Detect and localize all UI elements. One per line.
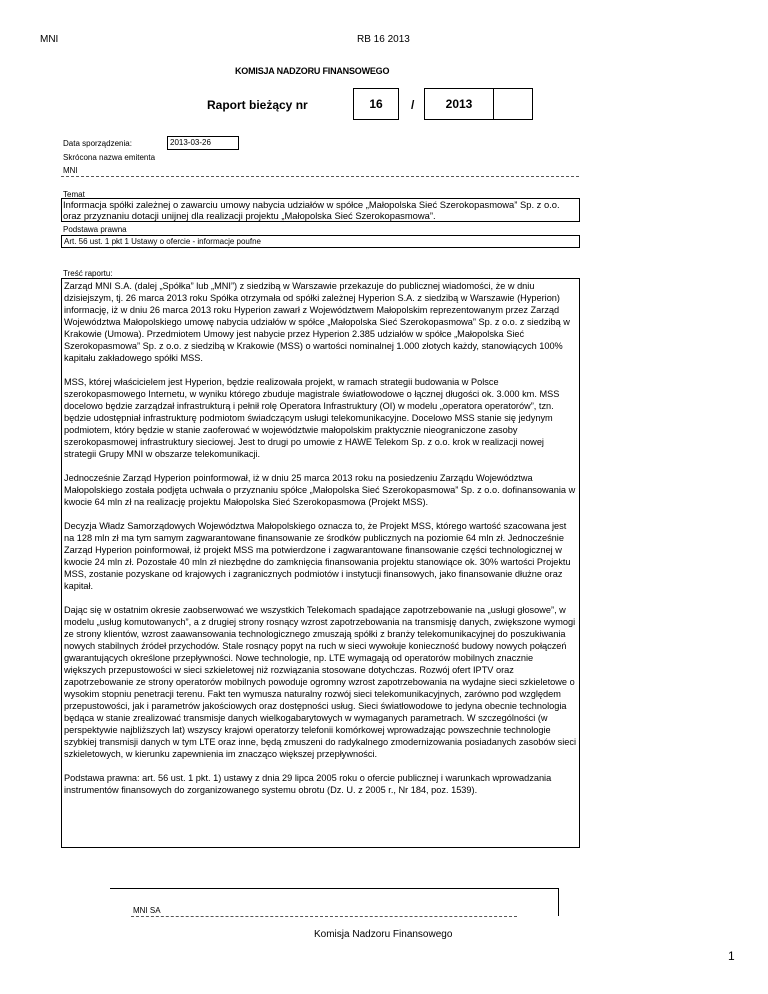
legal-basis-text: Art. 56 ust. 1 pkt 1 Ustawy o ofercie - informacje poufne <box>61 235 580 248</box>
content-label: Treść raportu: <box>63 269 113 278</box>
date-label: Data sporządzenia: <box>63 139 132 148</box>
topic-label: Temat <box>63 190 85 199</box>
topic-text: Informacja spółki zależnej o zawarciu umowy nabycia udziałów w spółce „Małopolska Sieć Szerokopasmowa” Sp. z o.o. oraz przyznaniu dotacji unijnej dla realizacji projektu „Małopolska Sieć Szerokopasmowa”. <box>61 198 580 222</box>
content-paragraph: MSS, której właścicielem jest Hyperion, będzie realizowała projekt, w ramach strategii budowania w Polsce szerokopasmowego Internetu, w wyniku którego zbuduje magistrale światłowodowe o łącznej długości ok. 3.000 km. MSS docelowo będzie zarządzał infrastrukturą i pełnił rolę Operatora Infrastruktury (OI) w modelu „operatora operatorów”, tzn. będzie udostępniał infrastrukturę podmiotom świadczącym usługi telekomunikacyjne. Docelowo MSS stanie się jedynym podmiotem, który będzie w stanie zaoferować w województwie małopolskim praktycznie nieograniczone zasoby szerokopasmowej infrastruktury sieciowej. Jest to drugi po umowie z HAWE Telekom Sp. z o.o. krok w realizacji nowej strategii Grupy MNI w obszarze telekomunikacji. <box>64 377 560 459</box>
header-left: MNI <box>40 34 59 45</box>
content-paragraph: Jednocześnie Zarząd Hyperion poinformował, iż w dniu 25 marca 2013 roku na posiedzeniu Zarządu Województwa Małopolskiego została podjęta uchwała o przyznaniu spółce „Małopolska Sieć Szerokopasmowa” Sp. z o.o. dofinansowania w kwocie 64 mln zł na realizację projektu Małopolska Sieć Szerokopasmowa (Projekt MSS). <box>64 473 576 507</box>
signature-line <box>110 888 558 889</box>
header-center: RB 16 2013 <box>357 34 410 45</box>
content-paragraph: Dając się w ostatnim okresie zaobserwować we wszystkich Telekomach spadające zapotrzebowanie na „usługi głosowe”, w modelu „usług komutowanych”, a z drugiej strony rosnący wzrost zapotrzebowania na transmisję danych, zwiększone wymogi ze strony klientów, wzrost zaawansowania technologicznego zmuszają spółki z branży telekomunikacyjnej do poszukiwania nowych stabilnych źródeł przychodów. Stale rosnący popyt na ruch w sieci wywołuje konieczność budowy nowych połączeń gwarantujących określone przepływności. Nowe technologie, np. LTE wymagają od operatorów mobilnych znacznie większych przepustowości w sieci szkieletowej niż rozwiązania stosowane dotychczas. Rozwój ofert IPTV oraz zapotrzebowanie ze strony operatorów mobilnych powoduje ogromny wzrost zapotrzebowania na wydajne sieci szkieletowe o wysokim stopniu penetracji terenu. Fakt ten wymusza naturalny rozwój sieci telekomunikacyjnych, zarówno pod względem przepustowości, jak i parametrów jakościowych oraz dostępności usług. Sieci światłowodowe to jedyna obecnie technologia będąca w stanie zrealizować transmisje danych wielkogabarytowych w wymaganych parametrach. W szczególności (w perspektywie najbliższych lat) wszyscy krajowi operatorzy telefonii komórkowej wprowadzając powszechnie technologie szybkiej transmisji danych w tym LTE oraz inne, będą zmuszeni do radykalnego zmodernizowania posiadanych zasobów sieci szkieletowych, w kierunku zapewnienia im znacząco większej przepływności. <box>64 605 577 759</box>
issuer-label: Skrócona nazwa emitenta <box>63 153 156 162</box>
content-paragraph: Zarząd MNI S.A. (dalej „Spółka” lub „MNI”) z siedzibą w Warszawie przekazuje do publicznej wiadomości, że w dniu dzisiejszym, tj. 26 marca 2013 roku Spółka otrzymała od spółki zależnej Hyperion S.A. z siedzibą w Warszawie (Hyperion) informację, iż w dniu 26 marca 2013 roku Hyperion zawarł z Województwem Małopolskim reprezentowanym przez Zarząd Województwa Małopolskiego umowę nabycia udziałów w spółce „Małopolska Sieć Szerokopasmowa” Sp. z o.o. z siedzibą w Krakowie (Umowa). Przedmiotem Umowy jest nabycie przez Hyperion 2.385 udziałów w spółce „Małopolska Sieć Szerokopasmowa” Sp. z o.o. z siedzibą w Krakowie (MSS) o wartości nominalnej 1.000 złotych każdy, stanowiących 100% kapitału zakładowego spółki MSS. <box>64 281 570 363</box>
content-paragraph: Decyzja Władz Samorządowych Województwa Małopolskiego oznacza to, że Projekt MSS, którego wartość szacowana jest na 128 mln zł ma tym samym zagwarantowane finansowanie ze środków publicznych na poziomie 64 mln zł. Jednocześnie Zarząd Hyperion poinformował, iż projekt MSS ma potwierdzone i zagwarantowane finansowanie części technologicznej w kwocie 24 mln zł. Pozostałe 40 mln zł niezbędne do zamknięcia finansowania projektu stanowiące ok. 30% wartości Projektu MSS, zostanie pozyskane od krajowych i zagranicznych podmiotów i instytucji finansowych, jako finansowanie dłużne oraz kapitał. <box>64 521 571 591</box>
issuer-divider <box>61 176 579 177</box>
report-separator: / <box>411 98 415 112</box>
report-extra-box <box>493 88 533 120</box>
footer-company: MNI SA <box>133 906 161 915</box>
legal-basis-label: Podstawa prawna <box>63 225 127 234</box>
page-number: 1 <box>728 949 735 963</box>
footer-divider <box>131 916 517 917</box>
report-year-box: 2013 <box>424 88 494 120</box>
report-content <box>61 278 580 848</box>
content-paragraph: Podstawa prawna: art. 56 ust. 1 pkt. 1) ustawy z dnia 29 lipca 2005 roku o ofercie publicznej i warunkach wprowadzania instrumentów finansowych do zorganizowanego systemu obrotu (Dz. U. z 2005 r., Nr 184, poz. 1539). <box>64 773 552 795</box>
footer-commission: Komisja Nadzoru Finansowego <box>314 929 453 940</box>
issuer-value: MNI <box>63 166 78 175</box>
signature-line-end <box>558 888 559 916</box>
report-number-box: 16 <box>353 88 399 120</box>
document-title: KOMISJA NADZORU FINANSOWEGO <box>235 66 390 76</box>
date-value: 2013-03-26 <box>167 136 239 150</box>
report-label: Raport bieżący nr <box>207 98 308 112</box>
